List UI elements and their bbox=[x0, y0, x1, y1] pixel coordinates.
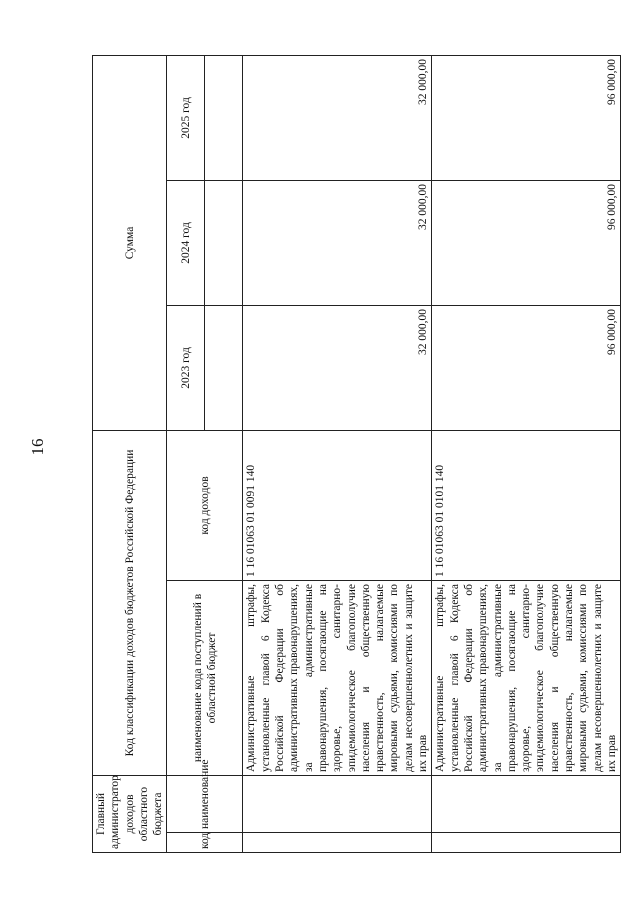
header-income-code: код доходов bbox=[167, 430, 243, 580]
header-admin-group: Главный администратор доходов областного бюджета bbox=[93, 775, 167, 852]
rotated-table-container bbox=[92, 56, 618, 853]
table-row bbox=[243, 55, 432, 852]
page-number: 16 bbox=[28, 438, 47, 456]
income-name-cell: Административные штрафы, установленные главой 6 Кодекса Российской Федерации об административных правонарушениях, за административные правонарушения, посягающие на здоровье, санитарно-эпидемиологическое благополучие населения и общественную нравственность, налагаемые мировыми судьями, комиссиями по делам несовершеннолетних и защите их прав bbox=[432, 580, 621, 775]
header-income-name: наименование кода поступлений в областной бюджет bbox=[167, 580, 243, 775]
admin-name-cell bbox=[432, 775, 621, 832]
header-spacer-2023 bbox=[205, 305, 243, 430]
header-year-2025: 2025 год bbox=[167, 55, 205, 180]
admin-code-cell bbox=[432, 833, 621, 853]
sum-2025-cell: 32 000,00 bbox=[243, 55, 432, 180]
header-name: наименование bbox=[167, 775, 243, 832]
sum-2023-cell: 32 000,00 bbox=[243, 305, 432, 430]
sum-2024-cell: 96 000,00 bbox=[432, 180, 621, 305]
income-code-cell: 1 16 01063 01 0091 140 bbox=[243, 430, 432, 580]
sum-2023-cell: 96 000,00 bbox=[432, 305, 621, 430]
table-row bbox=[432, 55, 621, 852]
income-table bbox=[92, 55, 621, 853]
income-name-cell: Административные штрафы, установленные главой 6 Кодекса Российской Федерации об административных правонарушениях, за административные правонарушения, посягающие на здоровье, санитарно-эпидемиологическое благополучие населения и общественную нравственность, налагаемые мировыми судьями, комиссиями по делам несовершеннолетних и защите их прав bbox=[243, 580, 432, 775]
admin-name-cell bbox=[243, 775, 432, 832]
income-code-cell: 1 16 01063 01 0101 140 bbox=[432, 430, 621, 580]
header-code: код bbox=[167, 833, 243, 853]
header-sum-group: Сумма bbox=[93, 55, 167, 430]
header-spacer-2024 bbox=[205, 180, 243, 305]
header-classification-group: Код классификации доходов бюджетов Российской Федерации bbox=[93, 430, 167, 775]
admin-code-cell bbox=[243, 833, 432, 853]
header-year-2023: 2023 год bbox=[167, 305, 205, 430]
sum-2024-cell: 32 000,00 bbox=[243, 180, 432, 305]
sum-2025-cell: 96 000,00 bbox=[432, 55, 621, 180]
header-year-2024: 2024 год bbox=[167, 180, 205, 305]
header-spacer-2025 bbox=[205, 55, 243, 180]
